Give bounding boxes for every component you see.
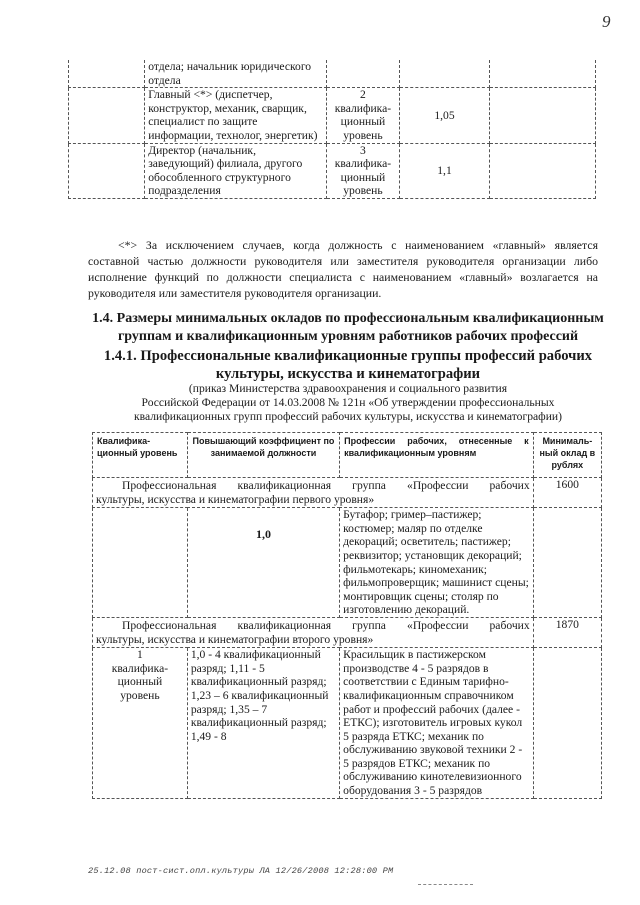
order-line: квалификационных групп профессий рабочих культуры, искусства и кинематографии) bbox=[134, 409, 562, 423]
salary-cell bbox=[533, 508, 601, 618]
professions-cell: Бутафор; гример–пастижер; костюмер; маляр по отделке декораций; осветитель; пастижер; реквизитор; установщик декораций; фильмотекарь; киномеханик; фильмопроверщик; машинист сцены; монтировщик сцены; столяр по изготовлению декораций. bbox=[340, 508, 534, 618]
group-row bbox=[93, 478, 602, 508]
level-label: квалифика-ционный уровень bbox=[334, 157, 392, 198]
header-professions: Профессии рабочих, отнесенные к квалификационным уровням bbox=[340, 433, 534, 478]
scan-artifact bbox=[418, 884, 473, 885]
empty-cell bbox=[69, 60, 145, 88]
level-cell bbox=[327, 143, 400, 198]
salary-cell bbox=[490, 60, 596, 88]
empty-cell bbox=[69, 88, 145, 143]
level-label: квалифика-ционный уровень bbox=[334, 101, 392, 142]
level-number: 3 bbox=[360, 143, 366, 157]
level-cell bbox=[327, 60, 400, 88]
header-salary: Минималь-ный оклад в рублях bbox=[533, 433, 601, 478]
group-title bbox=[93, 478, 534, 508]
group-title bbox=[93, 617, 534, 647]
table-row bbox=[69, 143, 596, 198]
coefficient-cell bbox=[399, 60, 489, 88]
coefficient-cell: 1,1 bbox=[399, 143, 489, 198]
table-row bbox=[93, 648, 602, 799]
coefficient-cell: 1,0 bbox=[187, 508, 339, 618]
group-title-line: Профессиональная квалификационная группа «Профессии рабочих bbox=[122, 618, 530, 632]
group-salary: 1870 bbox=[533, 617, 601, 647]
group-title-line: Профессиональная квалификационная группа «Профессии рабочих bbox=[122, 479, 530, 492]
page-number: 9 bbox=[602, 12, 611, 31]
positions-table-continuation bbox=[68, 60, 596, 199]
empty-cell bbox=[69, 143, 145, 198]
table-row bbox=[93, 508, 602, 618]
header-coefficient: Повышающий коэффициент по занимаемой должности bbox=[187, 433, 339, 478]
level-cell bbox=[93, 508, 188, 618]
professions-cell: Красильщик в пастижерском производстве 4 - 5 разрядов в соответствии с Единым тарифно-квалификационным справочником работ и профессий рабочих (далее - ЕТКС); изготовитель игровых кукол 5 разряда ЕТКС; механик по обслуживанию звуковой техники 2 - 5 разрядов ЕТКС; механик по обслуживанию кинотелевизионного оборудования 3 - 5 разрядов bbox=[340, 648, 534, 799]
table-row bbox=[69, 88, 596, 143]
position-cell: отдела; начальник юридического отдела bbox=[145, 60, 327, 88]
level-number: 1 bbox=[137, 648, 143, 662]
coefficient-cell: 1,0 - 4 квалификационный разряд; 1,11 - 5 квалификационный разряд; 1,23 – 6 квалификационный разряд; 1,35 – 7 квалификационный разряд; 1,49 - 8 bbox=[187, 648, 339, 799]
level-cell bbox=[327, 88, 400, 143]
order-reference bbox=[72, 382, 624, 423]
position-cell: Главный <*> (диспетчер, конструктор, механик, сварщик, специалист по защите информации, технолог, энергетик) bbox=[145, 88, 327, 143]
salary-table bbox=[92, 432, 602, 799]
level-cell bbox=[93, 648, 188, 799]
group-row bbox=[93, 617, 602, 647]
group-salary: 1600 bbox=[533, 478, 601, 508]
salary-cell bbox=[490, 88, 596, 143]
salary-cell bbox=[533, 648, 601, 799]
group-title-line: культуры, искусства и кинематографии второго уровня» bbox=[96, 632, 374, 646]
order-line: (приказ Министерства здравоохранения и социального развития bbox=[188, 382, 508, 395]
subsection-heading: 1.4.1. Профессиональные квалификационные группы профессий рабочих культуры, искусства и кинематографии bbox=[103, 348, 593, 382]
position-cell: Директор (начальник, заведующий) филиала, другого обособленного структурного подразделения bbox=[145, 143, 327, 198]
order-line: Российской Федерации от 14.03.2008 № 121н «Об утверждении профессиональных bbox=[141, 395, 555, 409]
header-level: Квалифика-ционный уровень bbox=[93, 433, 188, 478]
section-heading: 1.4. Размеры минимальных окладов по профессиональным квалификационным группам и квалификационным уровням работников рабочих профессий bbox=[92, 311, 604, 344]
table-row bbox=[69, 60, 596, 88]
table-header-row bbox=[93, 433, 602, 478]
level-number: 2 bbox=[360, 88, 366, 102]
level-label: квалифика-ционный уровень bbox=[111, 661, 169, 702]
group-title-line: культуры, искусства и кинематографии первого уровня» bbox=[96, 492, 375, 506]
salary-cell bbox=[490, 143, 596, 198]
coefficient-cell: 1,05 bbox=[399, 88, 489, 143]
document-footer: 25.12.08 пост-сист.опл.культуры ЛА 12/26/2008 12:28:00 PM bbox=[88, 866, 394, 876]
footnote: <*> За исключением случаев, когда должность с наименованием «главный» является составной частью должности руководителя или заместителя руководителя организации либо исполнение функций по должности специалиста с наименованием «главный» возлагается на руководителя или заместителя руководителя организации. bbox=[88, 238, 598, 300]
